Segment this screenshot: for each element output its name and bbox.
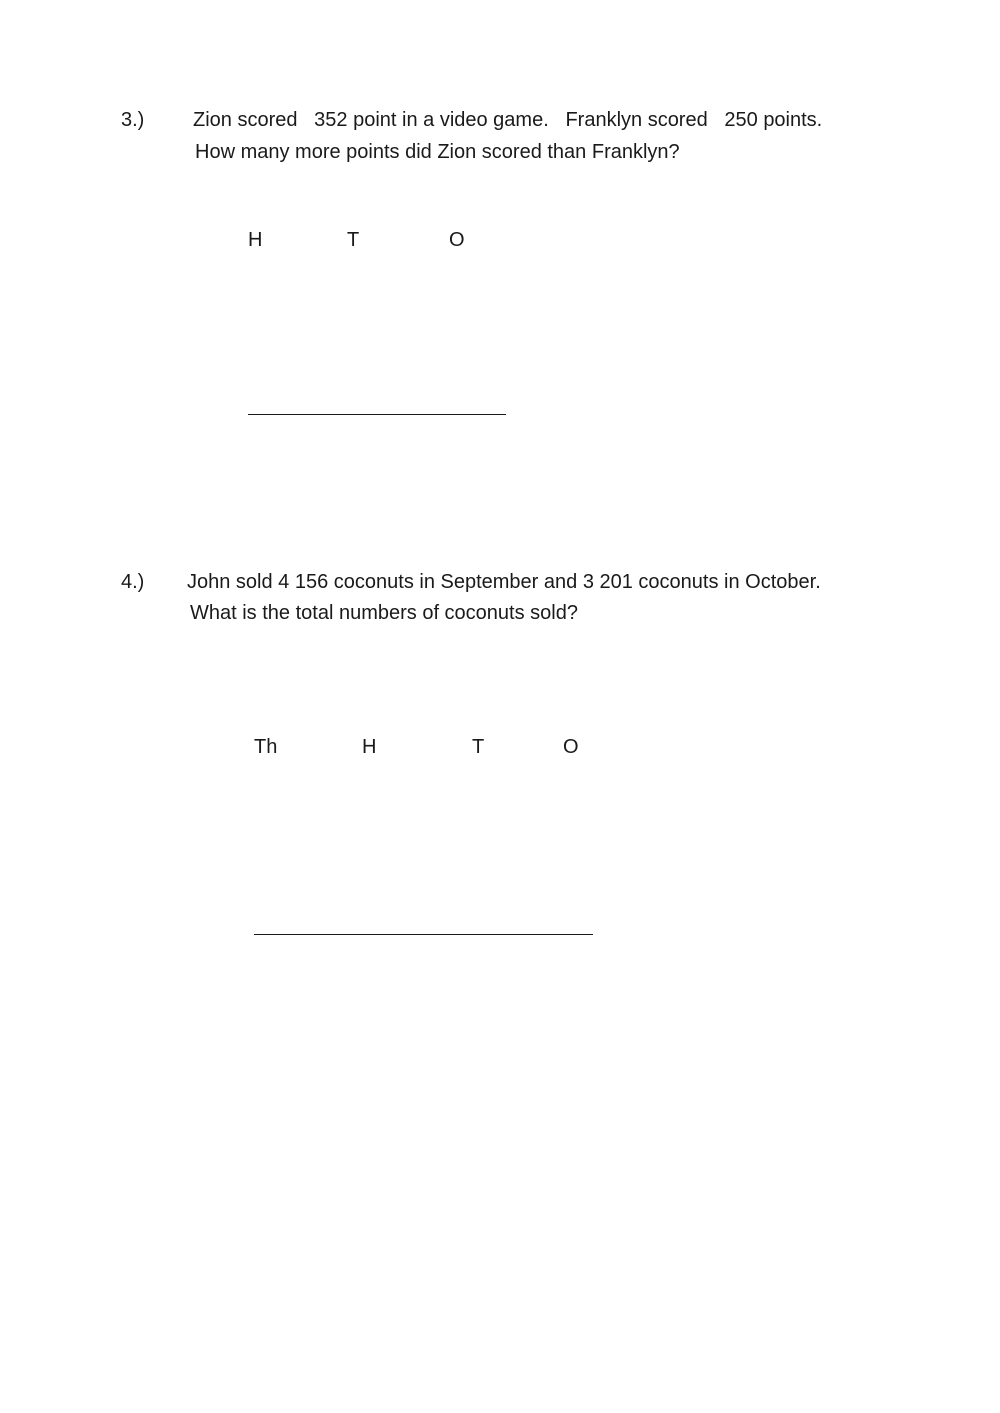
question-number: 3.) [121,109,145,131]
place-value-hundreds: H [248,229,263,251]
place-value-tens: T [347,229,360,251]
place-value-thousands: Th [254,736,278,758]
question-text-line-2: What is the total numbers of coconuts sold? [190,602,578,624]
question-number: 4.) [121,571,145,593]
answer-line [254,934,593,935]
place-value-ones: O [449,229,465,251]
question-text-line-2: How many more points did Zion scored than Franklyn? [195,141,680,163]
place-value-hundreds: H [362,736,377,758]
question-text-line-1: John sold 4 156 coconuts in September and 3 201 coconuts in October. [187,571,821,593]
place-value-ones: O [563,736,579,758]
question-text-line-1: Zion scored 352 point in a video game. Franklyn scored 250 points. [193,109,823,131]
answer-line [248,414,506,415]
place-value-tens: T [472,736,485,758]
